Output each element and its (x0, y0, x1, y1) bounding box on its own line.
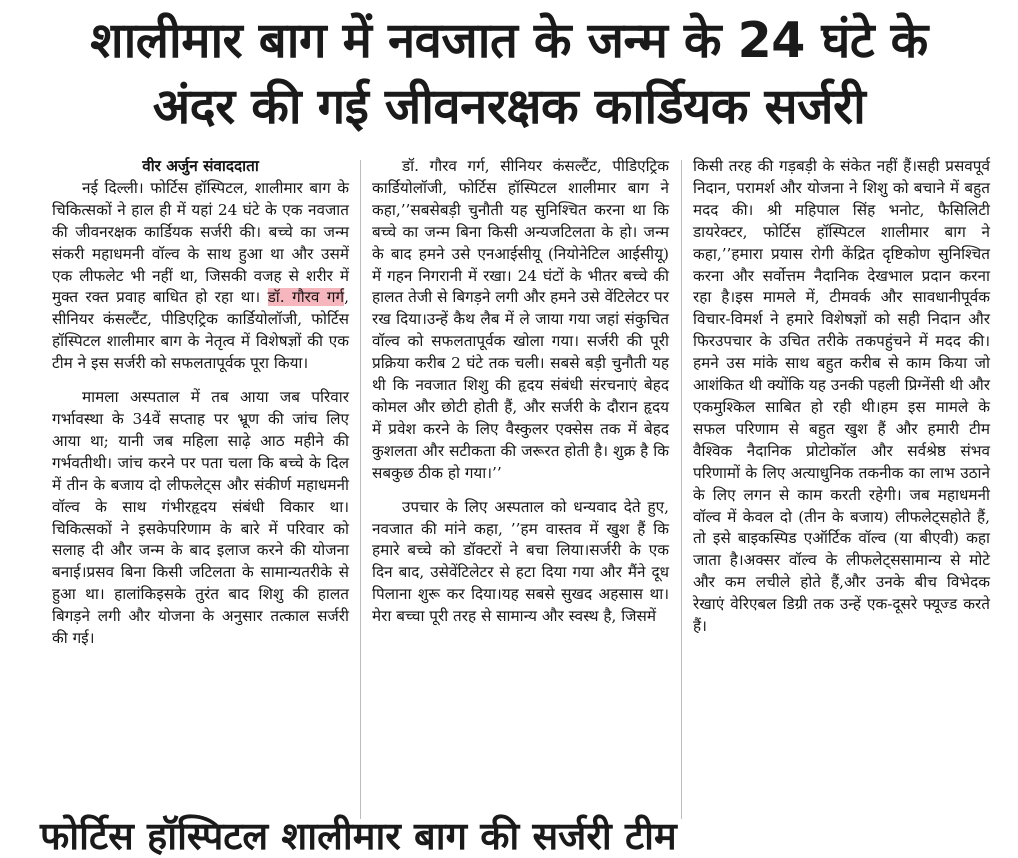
paragraph: किसी तरह की गड़बड़ी के संकेत नहीं हैं।सही प्रसवपूर्व निदान, परामर्श और योजना ने शिशु को बचाने में बहुत मदद की। श्री महिपाल सिंह भनोट, फैसिलिटी डायरेक्टर, फोर्टिस हॉस्पिटल शालीमार बाग ने कहा,’’हमारा प्रयास रोगी केंद्रित दृष्टिकोण सुनिश्चित करना और सर्वोत्तम नैदानिक देखभाल प्रदान करना रहा है।इस मामले में, टीमवर्क और सावधानीपूर्वक विचार-विमर्श ने हमारे विशेषज्ञों को सही निदान और फिरउपचार के उचित तरीके तकपहुंचने में मदद की। हमने उस मांके साथ बहुत करीब से काम किया जो आशंकित थी क्योंकि यह उनकी पहली प्रिग्नेंसी थी और एकमुश्किल साबित हो रही थी।हम इस मामले के सफल परिणाम से बहुत खुश हैं और हमारी टीम वैश्विक नैदानिक प्रोटोकॉल और सर्वश्रेष्ठ संभव परिणामों के लिए अत्याधुनिक तकनीक का लाभ उठाने के लिए लगन से काम करती रहेगी। जब महाधमनी वॉल्व में केवल दो (तीन के बजाय) लीफलेट्सहोते हैं, तो इसे बाइकस्पिड एऑर्टिक वॉल्व (या बीएवी) कहा जाता है।अक्सर वॉल्व के लीफलेट्ससामान्य से मोटे और कम लचीले होते हैं,और उनके बीच विभेदक रेखाएं वेरिएबल डिग्री तक उन्हें एक-दूसरे फ्यूज्ड करते हैं। (693, 157, 990, 636)
paragraph-text: नई दिल्ली। फोर्टिस हॉस्पिटल, शालीमार बाग के चिकित्सकों ने हाल ही में यहां 24 घंटे के एक नवजात की जीवनरक्षक कार्डियक सर्जरी की। बच्चे का जन्म संकरी महाधमनी वॉल्व के साथ हुआ था और उसमें एक लीफलेट भी नहीं था, जिसकी वजह से शरीर में मुक्त रक्त प्रवाह बाधित हो रहा था। (52, 178, 349, 307)
paragraph (52, 178, 349, 375)
next-headline-text: फोर्टिस हॉस्पिटल शालीमार बाग की सर्जरी टीम (40, 814, 677, 858)
paragraph-text: , सीनियर कंसल्टैंट, पीडिएट्रिक कार्डियोलॉजी, फोर्टिस हॉस्पिटल शालीमार बाग के नेतृत्व में विशेषज्ञों की एक टीम ने इस सर्जरी को सफलतापूर्वक पूरा किया। (52, 288, 349, 373)
column-divider (360, 160, 361, 819)
paragraph: डॉ. गौरव गर्ग, सीनियर कंसल्टैंट, पीडिएट्रिक कार्डियोलॉजी, फोर्टिस हॉस्पिटल शालीमार बाग ने कहा,’’सबसेबड़ी चुनौती यह सुनिश्चित करना था कि बच्चे का जन्म बिना किसी अन्यजटिलता के हो। जन्म के बाद हमने उसे एनआईसीयू (नियोनेटिल आईसीयू) में गहन निगरानी में रखा। 24 घंटों के भीतर बच्चे की हालत तेजी से बिगड़ने लगी और हमने उसे वेंटिलेटर पर रख दिया।उन्हें कैथ लैब में ले जाया गया जहां संकुचित वॉल्व को सफलतापूर्वक खोला गया। सर्जरी की पूरी प्रक्रिया करीब 2 घंटे तक चली। सबसे बड़ी चुनौती यह थी कि नवजात शिशु की हृदय संबंधी संरचनाएं बेहद कोमल और छोटी होती हैं, और सर्जरी के दौरान हृदय में प्रवेश करने के लिए वैस्कुलर एक्सेस तक में बेहद कुशलता और सटीकता की जरूरत होती है। शुक्र है कि सबकुछ ठीक हो गया।’’ (372, 157, 669, 482)
highlighted-name: डॉ. गौरव गर्ग (267, 288, 345, 307)
article-headline (10, 8, 1008, 140)
paragraph: उपचार के लिए अस्पताल को धन्यवाद देते हुए, नवजात की मांने कहा, ’’हम वास्तव में खुश हैं कि हमारे बच्चे को डॉक्टरों ने बचा लिया।सर्जरी के एक दिन बाद, उसेवेंटिलेटर से हटा दिया गया और मैंने दूध पिलाना शुरू कर दिया।यह सबसे सुखद अहसास था। मेरा बच्चा पूरी तरह से सामान्य और स्वस्थ है, जिसमें (372, 497, 669, 626)
paragraph: मामला अस्पताल में तब आया जब परिवार गर्भावस्था के 34वें सप्ताह पर भ्रूण की जांच लिए आया था; यानी जब महिला साढ़े आठ महीने की गर्भवतीथी। जांच करने पर पता चला कि बच्चे के दिल में तीन के बजाय दो लीफलेट्स और संकीर्ण महाधमनी वॉल्व के साथ गंभीरहृदय संबंधी विकार था। चिकित्सकों ने इसकेपरिणाम के बारे में परिवार को सलाह दी और जन्म के बाद इलाज करने की योजना बनाई।प्रसव बिना किसी जटिलता के सामान्यतरीके से हुआ था। हालांकिइसके तुरंत बाद शिशु की हालत बिगड़ने लगी और योजना के अनुसार तत्काल सर्जरी की गई। (52, 388, 349, 648)
article-column-3 (693, 156, 990, 638)
headline-line-2: अंदर की गई जीवनरक्षक कार्डियक सर्जरी (152, 78, 866, 135)
next-article-headline-cropped (40, 814, 1000, 858)
headline-line-1: शालीमार बाग में नवजात के जन्म के 24 घंटे के (90, 12, 928, 69)
column-divider (681, 160, 682, 819)
article-column-2 (372, 156, 669, 628)
byline: वीर अर्जुन संवाददाता (142, 157, 259, 175)
article-column-1 (52, 156, 349, 650)
